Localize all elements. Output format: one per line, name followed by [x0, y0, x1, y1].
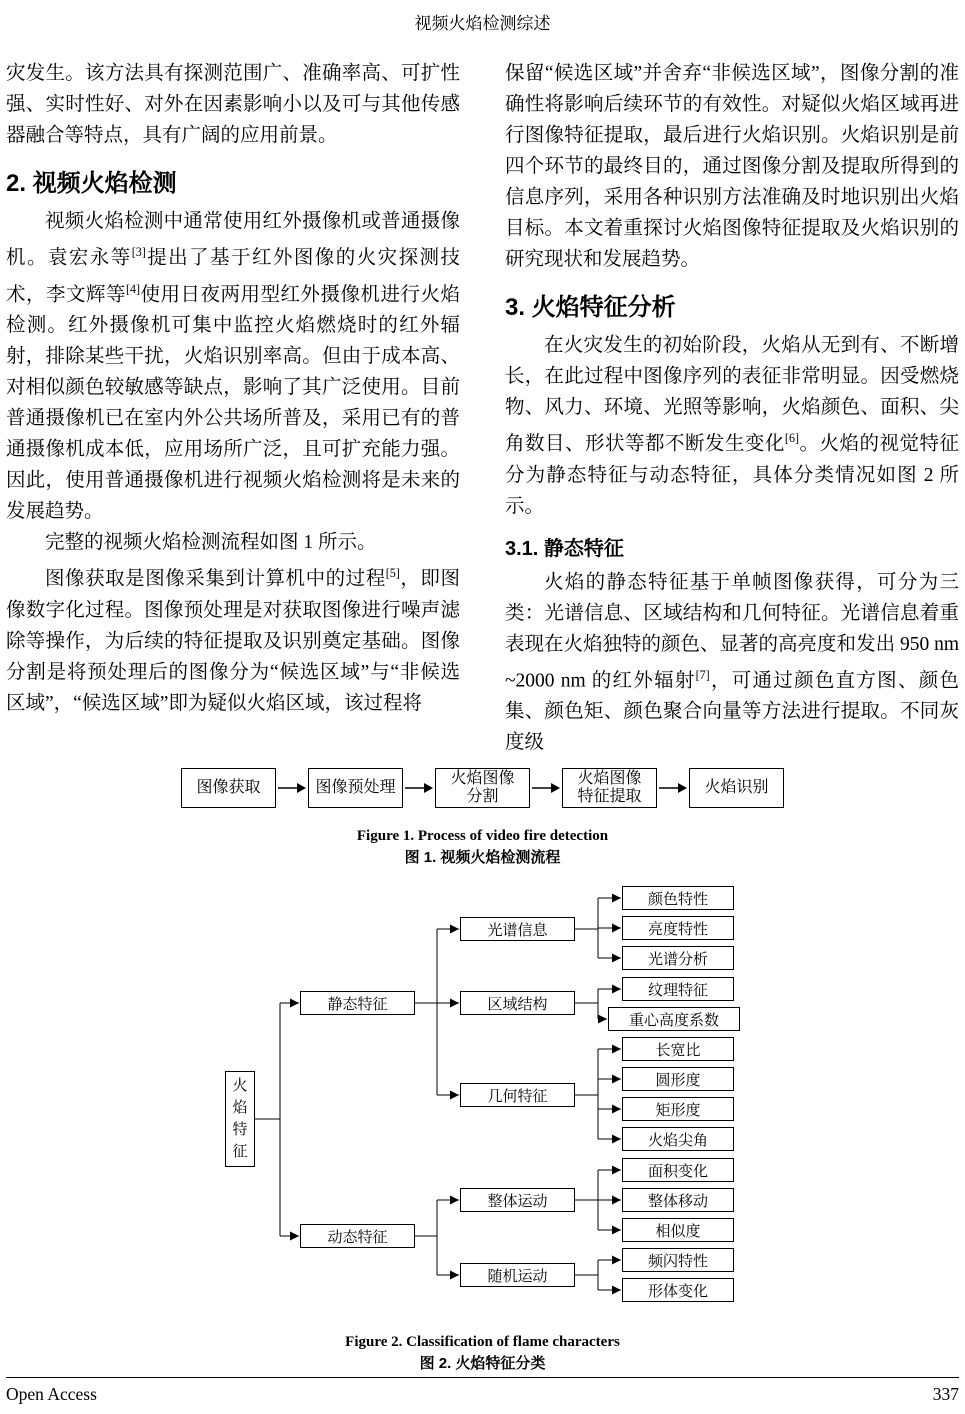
running-head: 视频火焰检测综述	[414, 14, 551, 33]
figure2-caption	[0, 1332, 965, 1374]
tree-leaf-brightness: 亮度特性	[622, 916, 734, 940]
text-run: 在火灾发生的初始阶段，火焰从无到有、不断增长，在此过程中图像序列的表征非常明显。因受燃烧物、风力、环境、光照等影响，火焰颜色、面积、尖角数目、形状等都不断发生变化	[505, 335, 959, 455]
tree-leaf-centroid-height: 重心高度系数	[608, 1007, 740, 1031]
tree-leaf-area-change: 面积变化	[622, 1158, 734, 1182]
arrow-right-icon	[659, 782, 687, 794]
section-heading-3: 3. 火焰特征分析	[505, 294, 676, 321]
text-run: ，可通过颜色直方图、颜色集、颜色矩、颜色聚合向量等方法进行提取。不同灰度级	[505, 670, 959, 753]
page-number: 337	[932, 1384, 959, 1404]
left-column	[6, 58, 460, 758]
flow-box-label: 特征提取	[577, 788, 642, 805]
tree-leaf-spectral-analysis: 光谱分析	[622, 946, 734, 970]
tree-leaf-flicker: 频闪特性	[622, 1248, 734, 1272]
tree-node-overall-motion: 整体运动	[460, 1188, 575, 1212]
flow-box-image-acquisition	[181, 768, 276, 808]
figure2-caption-en: Figure 2. Classification of flame characters	[345, 1334, 620, 1350]
text-run: ，即图像数字化过程。图像预处理是对获取图像进行噪声滤除等操作，为后续的特征提取及识别奠定基础。图像分割是将预处理后的图像分为“候选区域”与“非候选区域”，“候选区域”即为疑似火焰区域，该过程将	[6, 568, 460, 714]
two-column-text	[0, 58, 965, 758]
tree-node-spectral-info: 光谱信息	[460, 917, 575, 941]
subsection-heading-3-1: 3.1. 静态特征	[505, 537, 624, 560]
section-heading-2: 2. 视频火焰检测	[6, 170, 177, 197]
paragraph-video-detection	[6, 206, 460, 527]
flow-box-segmentation	[435, 768, 530, 808]
tree-leaf-similarity: 相似度	[622, 1218, 734, 1242]
tree-node-region-structure: 区域结构	[460, 991, 575, 1015]
figure2-caption-zh: 图 2. 火焰特征分类	[419, 1355, 546, 1372]
tree-node-random-motion: 随机运动	[460, 1263, 575, 1287]
paragraph-continuation-right: 保留“候选区域”并舍弃“非候选区域”，图像分割的准确性将影响后续环节的有效性。对疑似火焰区域再进行图像特征提取，最后进行火焰识别。火焰识别是前四个环节的最终目的，通过图像分割及提取所得到的信息序列，采用各种识别方法准确及时地识别出火焰目标。本文着重探讨火焰图像特征提取及火焰识别的研究现状和发展趋势。	[505, 63, 959, 270]
tree-node-geometric-features: 几何特征	[460, 1083, 575, 1107]
text-run: 提出了基于红外图像的火灾探测技术，李文辉等	[6, 247, 460, 305]
flow-box-label: 火焰图像	[577, 770, 642, 787]
flow-box-feature-extraction	[562, 768, 657, 808]
arrow-right-icon	[532, 782, 560, 794]
tree-root-node: 火焰特征	[225, 1071, 255, 1167]
flow-box-label: 火焰识别	[704, 779, 769, 796]
tree-leaf-flame-tip: 火焰尖角	[622, 1127, 734, 1151]
flow-box-recognition	[689, 768, 784, 808]
flow-box-label: 图像获取	[196, 779, 261, 796]
paragraph-fire-start	[505, 330, 959, 522]
tree-leaf-circularity: 圆形度	[622, 1067, 734, 1091]
tree-leaf-rectangularity: 矩形度	[622, 1097, 734, 1121]
text-run: 使用日夜两用型红外摄像机进行火焰检测。红外摄像机可集中监控火焰燃烧时的红外辐射，排除某些干扰，火焰识别率高。但由于成本高、对相似颜色较敏感等缺点，影响了其广泛使用。目前普通摄像机已在室内外公共场所普及，采用已有的普通摄像机成本低，应用场所广泛，且可扩充能力强。因此，使用普通摄像机进行视频火焰检测将是未来的发展趋势。	[6, 284, 460, 522]
tree-node-static-features: 静态特征	[300, 991, 415, 1015]
figure1-caption-en: Figure 1. Process of video fire detection	[356, 828, 609, 844]
flow-box-label: 图像预处理	[315, 779, 396, 796]
tree-leaf-texture: 纹理特征	[622, 977, 734, 1001]
flow-box-label: 火焰图像	[450, 770, 515, 787]
tree-node-dynamic-features: 动态特征	[300, 1224, 415, 1248]
figure1-caption-zh: 图 1. 视频火焰检测流程	[404, 849, 561, 866]
citation-ref-3: [3]	[131, 245, 146, 259]
text-run: 火焰的静态特征基于单帧图像获得，可分为三类：光谱信息、区域结构和几何特征。光谱信息着重表现在火焰独特的颜色、显著的高亮度和发出 950 nm ~2000 nm 的红外辐射	[505, 571, 959, 691]
citation-ref-4: [4]	[125, 281, 141, 296]
page-footer	[6, 1377, 959, 1405]
text-run: 图像获取是图像采集到计算机中的过程	[45, 568, 386, 590]
flow-box-label: 分割	[466, 788, 499, 805]
paragraph-image-acquisition	[6, 558, 460, 719]
arrow-right-icon	[278, 782, 306, 794]
tree-leaf-overall-movement: 整体移动	[622, 1188, 734, 1212]
flow-box-preprocessing	[308, 768, 403, 808]
text-run: 。火焰的视觉特征分为静态特征与动态特征，具体分类情况如图 2 所示。	[505, 433, 959, 517]
figure1-flowchart	[0, 768, 965, 808]
figure1-caption	[0, 826, 965, 868]
citation-ref-5: [5]	[385, 566, 400, 580]
figure2-tree-diagram	[0, 876, 965, 1316]
paragraph-continuation: 灾发生。该方法具有探测范围广、准确率高、可扩性强、实时性好、对外在因素影响小以及可与其他传感器融合等特点，具有广阔的应用前景。	[6, 63, 460, 146]
tree-leaf-aspect-ratio: 长宽比	[622, 1037, 734, 1061]
footer-open-access: Open Access	[6, 1384, 97, 1404]
citation-ref-6: [6]	[784, 431, 800, 445]
right-column	[505, 58, 959, 758]
tree-leaf-color: 颜色特性	[622, 886, 734, 910]
arrow-right-icon	[405, 782, 433, 794]
paragraph-static-features	[505, 567, 959, 759]
tree-leaf-shape-change: 形体变化	[622, 1278, 734, 1302]
citation-ref-7: [7]	[695, 667, 710, 682]
paragraph-figure1-ref: 完整的视频火焰检测流程如图 1 所示。	[45, 532, 377, 553]
text-run: 视频火焰检测中通常使用红外摄像机或普通摄像机。袁宏永等	[6, 211, 460, 269]
